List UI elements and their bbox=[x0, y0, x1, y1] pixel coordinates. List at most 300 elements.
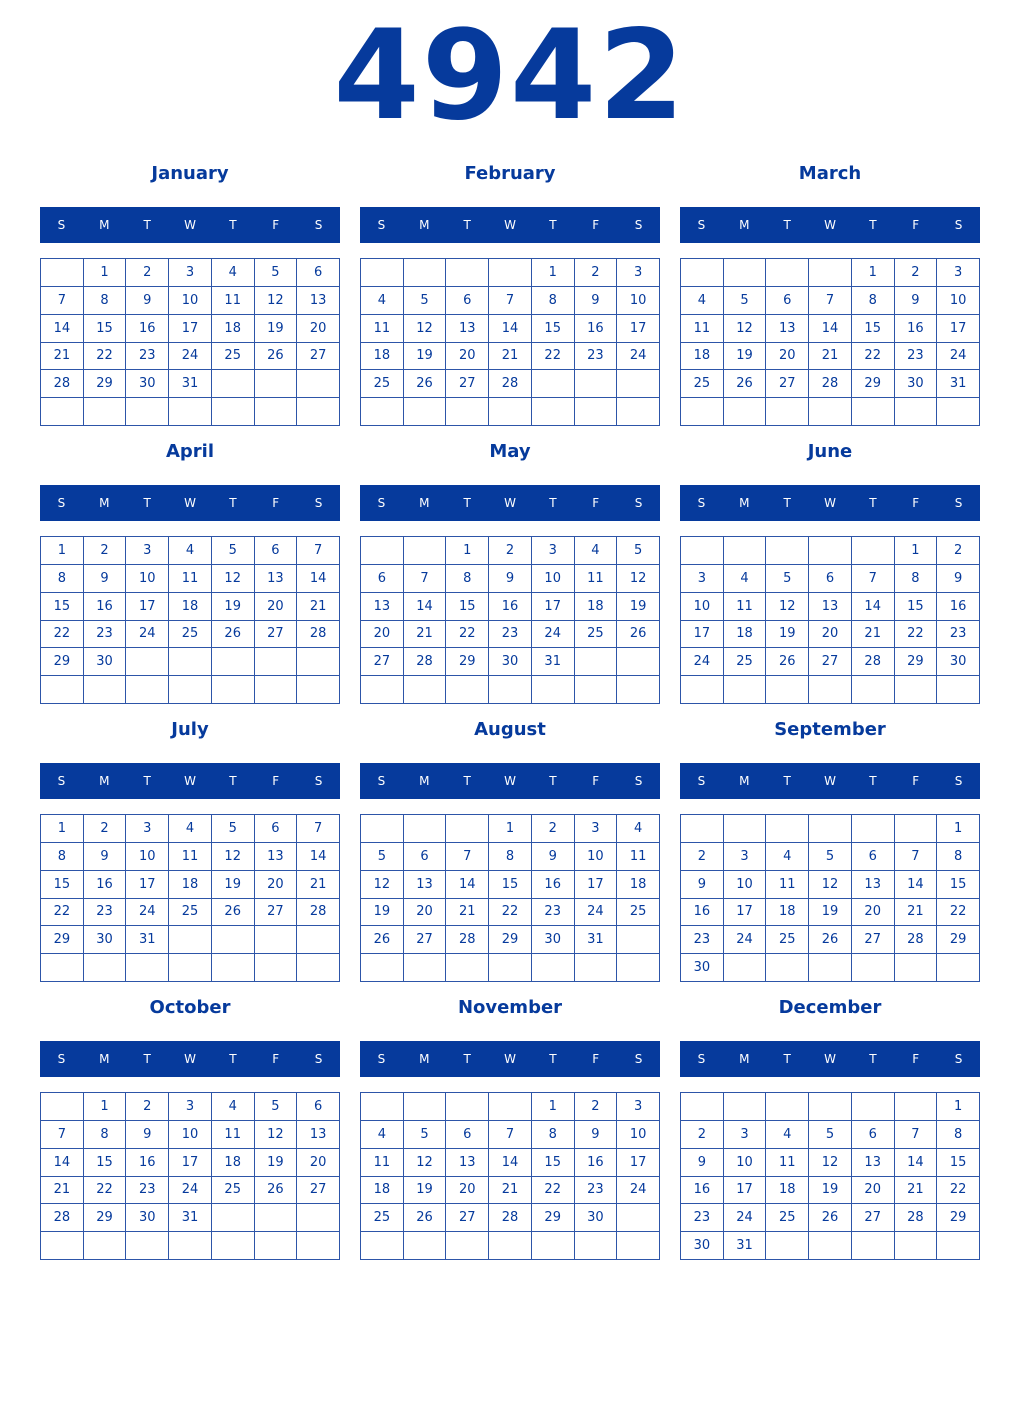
weekday-label: F bbox=[272, 1052, 280, 1066]
day-cell: 19 bbox=[212, 871, 255, 899]
weekday-label: S bbox=[697, 496, 706, 510]
day-cell: 6 bbox=[446, 1121, 489, 1149]
day-cell bbox=[724, 954, 767, 982]
day-cell bbox=[766, 1232, 809, 1260]
weekday-label: S bbox=[57, 774, 66, 788]
day-cell bbox=[809, 537, 852, 565]
day-cell: 29 bbox=[84, 370, 127, 398]
weekday-label: W bbox=[824, 496, 836, 510]
day-cell: 3 bbox=[575, 815, 618, 843]
day-cell bbox=[212, 648, 255, 676]
day-cell: 12 bbox=[809, 1149, 852, 1177]
day-cell: 1 bbox=[84, 259, 127, 287]
weekday-label: W bbox=[184, 774, 196, 788]
day-cell bbox=[489, 676, 532, 704]
weekday-label: S bbox=[634, 218, 643, 232]
day-cell: 18 bbox=[212, 1149, 255, 1177]
day-cell: 30 bbox=[126, 370, 169, 398]
weekday-label: T bbox=[549, 774, 557, 788]
day-cell: 30 bbox=[532, 926, 575, 954]
day-cell bbox=[84, 954, 127, 982]
day-cell: 10 bbox=[617, 287, 660, 315]
day-cell: 10 bbox=[724, 871, 767, 899]
day-grid bbox=[360, 258, 660, 426]
day-cell: 29 bbox=[532, 1204, 575, 1232]
day-cell: 15 bbox=[489, 871, 532, 899]
day-cell bbox=[617, 1204, 660, 1232]
day-cell: 9 bbox=[126, 287, 169, 315]
day-cell bbox=[41, 954, 84, 982]
weekday-header bbox=[40, 485, 340, 521]
day-cell: 1 bbox=[937, 1093, 980, 1121]
day-cell: 17 bbox=[617, 315, 660, 343]
day-cell bbox=[126, 398, 169, 426]
day-cell: 14 bbox=[489, 315, 532, 343]
day-cell: 28 bbox=[489, 370, 532, 398]
day-cell bbox=[766, 815, 809, 843]
day-cell: 3 bbox=[617, 259, 660, 287]
weekday-label: M bbox=[99, 218, 110, 232]
day-cell bbox=[766, 259, 809, 287]
day-cell bbox=[446, 1093, 489, 1121]
day-cell: 7 bbox=[489, 1121, 532, 1149]
day-cell: 17 bbox=[169, 315, 212, 343]
weekday-label: T bbox=[783, 496, 791, 510]
day-cell: 18 bbox=[766, 899, 809, 927]
day-cell bbox=[361, 259, 404, 287]
weekday-label: F bbox=[272, 496, 280, 510]
weekday-label: F bbox=[592, 1052, 600, 1066]
day-cell: 10 bbox=[724, 1149, 767, 1177]
day-cell: 8 bbox=[937, 843, 980, 871]
day-cell bbox=[489, 1232, 532, 1260]
day-cell bbox=[212, 370, 255, 398]
day-cell: 9 bbox=[575, 1121, 618, 1149]
day-cell: 5 bbox=[212, 815, 255, 843]
day-cell: 2 bbox=[937, 537, 980, 565]
day-grid bbox=[40, 1092, 340, 1260]
day-cell: 1 bbox=[84, 1093, 127, 1121]
day-cell bbox=[852, 1093, 895, 1121]
day-cell: 25 bbox=[212, 1177, 255, 1205]
day-cell: 13 bbox=[852, 1149, 895, 1177]
day-cell: 4 bbox=[212, 259, 255, 287]
day-cell bbox=[255, 370, 298, 398]
day-cell: 13 bbox=[297, 1121, 340, 1149]
day-cell: 24 bbox=[126, 621, 169, 649]
day-cell: 13 bbox=[446, 315, 489, 343]
day-cell: 4 bbox=[617, 815, 660, 843]
day-cell: 29 bbox=[937, 1204, 980, 1232]
day-cell: 5 bbox=[617, 537, 660, 565]
day-cell: 10 bbox=[126, 843, 169, 871]
day-cell bbox=[361, 954, 404, 982]
weekday-label: S bbox=[634, 774, 643, 788]
day-cell bbox=[361, 537, 404, 565]
day-cell: 8 bbox=[41, 843, 84, 871]
day-cell: 22 bbox=[532, 343, 575, 371]
day-cell: 7 bbox=[297, 537, 340, 565]
weekday-label: F bbox=[592, 774, 600, 788]
weekday-label: S bbox=[377, 774, 386, 788]
weekday-label: T bbox=[549, 1052, 557, 1066]
day-cell: 25 bbox=[766, 1204, 809, 1232]
day-cell: 14 bbox=[446, 871, 489, 899]
day-cell: 3 bbox=[724, 1121, 767, 1149]
weekday-label: T bbox=[869, 774, 877, 788]
day-cell: 22 bbox=[489, 899, 532, 927]
day-cell: 1 bbox=[852, 259, 895, 287]
day-cell: 6 bbox=[404, 843, 447, 871]
weekday-header bbox=[360, 1041, 660, 1077]
day-cell: 2 bbox=[126, 259, 169, 287]
day-cell: 13 bbox=[766, 315, 809, 343]
day-cell bbox=[361, 398, 404, 426]
day-cell: 24 bbox=[617, 1177, 660, 1205]
day-cell: 25 bbox=[361, 370, 404, 398]
day-cell: 22 bbox=[532, 1177, 575, 1205]
day-cell: 23 bbox=[895, 343, 938, 371]
day-cell bbox=[404, 1093, 447, 1121]
day-cell: 22 bbox=[84, 1177, 127, 1205]
day-cell bbox=[212, 1204, 255, 1232]
day-cell bbox=[126, 1232, 169, 1260]
day-cell: 20 bbox=[446, 1177, 489, 1205]
day-cell: 17 bbox=[617, 1149, 660, 1177]
weekday-label: S bbox=[314, 1052, 323, 1066]
day-cell: 11 bbox=[212, 1121, 255, 1149]
weekday-label: T bbox=[143, 496, 151, 510]
day-cell: 4 bbox=[361, 1121, 404, 1149]
day-cell: 20 bbox=[255, 871, 298, 899]
day-cell: 8 bbox=[84, 287, 127, 315]
day-cell: 5 bbox=[724, 287, 767, 315]
day-cell: 13 bbox=[255, 843, 298, 871]
day-cell bbox=[532, 1232, 575, 1260]
day-cell: 15 bbox=[41, 593, 84, 621]
day-cell: 18 bbox=[361, 343, 404, 371]
month-name: May bbox=[489, 441, 531, 462]
day-cell: 2 bbox=[84, 815, 127, 843]
day-cell: 1 bbox=[446, 537, 489, 565]
day-cell: 30 bbox=[84, 648, 127, 676]
day-cell: 2 bbox=[84, 537, 127, 565]
day-cell: 7 bbox=[809, 287, 852, 315]
day-cell: 26 bbox=[212, 899, 255, 927]
day-cell: 28 bbox=[404, 648, 447, 676]
day-cell: 16 bbox=[84, 593, 127, 621]
day-cell: 1 bbox=[937, 815, 980, 843]
day-cell: 8 bbox=[446, 565, 489, 593]
day-cell: 4 bbox=[681, 287, 724, 315]
day-cell: 20 bbox=[255, 593, 298, 621]
day-cell: 5 bbox=[404, 287, 447, 315]
day-cell bbox=[575, 370, 618, 398]
day-cell: 15 bbox=[895, 593, 938, 621]
day-cell bbox=[852, 1232, 895, 1260]
weekday-label: M bbox=[419, 496, 430, 510]
day-cell: 6 bbox=[766, 287, 809, 315]
day-cell: 23 bbox=[681, 926, 724, 954]
day-cell bbox=[852, 815, 895, 843]
day-cell: 2 bbox=[895, 259, 938, 287]
day-cell: 14 bbox=[41, 1149, 84, 1177]
day-cell: 16 bbox=[532, 871, 575, 899]
day-cell: 29 bbox=[489, 926, 532, 954]
day-cell bbox=[809, 259, 852, 287]
day-cell: 16 bbox=[681, 1177, 724, 1205]
day-cell: 27 bbox=[297, 343, 340, 371]
weekday-label: S bbox=[377, 496, 386, 510]
day-cell bbox=[681, 398, 724, 426]
weekday-label: T bbox=[783, 774, 791, 788]
day-cell: 21 bbox=[41, 1177, 84, 1205]
month-name: October bbox=[149, 997, 231, 1018]
day-cell: 17 bbox=[575, 871, 618, 899]
day-cell: 20 bbox=[404, 899, 447, 927]
day-cell: 5 bbox=[255, 1093, 298, 1121]
day-cell: 8 bbox=[84, 1121, 127, 1149]
weekday-header bbox=[680, 485, 980, 521]
day-cell: 19 bbox=[724, 343, 767, 371]
day-cell bbox=[404, 676, 447, 704]
day-cell: 31 bbox=[169, 1204, 212, 1232]
day-cell bbox=[361, 815, 404, 843]
day-cell: 25 bbox=[681, 370, 724, 398]
day-cell: 18 bbox=[575, 593, 618, 621]
day-cell: 15 bbox=[532, 315, 575, 343]
day-cell: 3 bbox=[169, 1093, 212, 1121]
day-cell: 26 bbox=[212, 621, 255, 649]
day-cell: 31 bbox=[532, 648, 575, 676]
day-cell bbox=[126, 648, 169, 676]
day-cell: 20 bbox=[361, 621, 404, 649]
day-cell bbox=[446, 1232, 489, 1260]
day-cell bbox=[255, 926, 298, 954]
day-cell bbox=[809, 1232, 852, 1260]
day-cell: 9 bbox=[681, 871, 724, 899]
day-cell: 12 bbox=[766, 593, 809, 621]
day-cell: 22 bbox=[937, 1177, 980, 1205]
day-cell: 19 bbox=[255, 1149, 298, 1177]
weekday-label: M bbox=[99, 1052, 110, 1066]
day-cell bbox=[41, 259, 84, 287]
day-cell: 22 bbox=[41, 621, 84, 649]
day-cell: 27 bbox=[255, 899, 298, 927]
day-cell bbox=[724, 815, 767, 843]
day-cell: 24 bbox=[937, 343, 980, 371]
day-cell bbox=[852, 398, 895, 426]
day-cell: 24 bbox=[681, 648, 724, 676]
day-cell bbox=[41, 676, 84, 704]
day-cell: 29 bbox=[41, 926, 84, 954]
day-cell: 24 bbox=[724, 1204, 767, 1232]
day-cell: 25 bbox=[766, 926, 809, 954]
day-cell bbox=[41, 1093, 84, 1121]
day-cell bbox=[404, 1232, 447, 1260]
day-cell bbox=[297, 1204, 340, 1232]
day-cell: 1 bbox=[532, 259, 575, 287]
day-cell: 22 bbox=[852, 343, 895, 371]
weekday-label: F bbox=[272, 218, 280, 232]
day-cell bbox=[724, 259, 767, 287]
weekday-label: S bbox=[314, 496, 323, 510]
day-cell: 20 bbox=[297, 315, 340, 343]
day-cell bbox=[212, 926, 255, 954]
day-cell: 24 bbox=[126, 899, 169, 927]
weekday-label: F bbox=[272, 774, 280, 788]
day-cell: 23 bbox=[84, 621, 127, 649]
day-cell: 19 bbox=[809, 899, 852, 927]
day-cell: 21 bbox=[489, 343, 532, 371]
day-cell bbox=[446, 259, 489, 287]
day-cell: 27 bbox=[404, 926, 447, 954]
day-cell: 27 bbox=[446, 1204, 489, 1232]
day-cell: 31 bbox=[575, 926, 618, 954]
month-name: April bbox=[165, 441, 215, 462]
day-cell bbox=[617, 926, 660, 954]
day-cell: 11 bbox=[361, 315, 404, 343]
day-cell: 7 bbox=[446, 843, 489, 871]
day-cell: 26 bbox=[809, 1204, 852, 1232]
day-cell: 1 bbox=[895, 537, 938, 565]
day-cell: 28 bbox=[41, 1204, 84, 1232]
day-cell: 10 bbox=[575, 843, 618, 871]
day-cell: 29 bbox=[446, 648, 489, 676]
day-cell: 12 bbox=[404, 1149, 447, 1177]
day-cell: 29 bbox=[937, 926, 980, 954]
day-cell: 3 bbox=[126, 537, 169, 565]
weekday-label: W bbox=[184, 496, 196, 510]
day-cell: 23 bbox=[84, 899, 127, 927]
day-cell: 26 bbox=[255, 343, 298, 371]
day-grid bbox=[680, 1092, 980, 1260]
day-cell bbox=[212, 954, 255, 982]
day-cell: 10 bbox=[681, 593, 724, 621]
day-cell: 11 bbox=[681, 315, 724, 343]
weekday-label: T bbox=[463, 218, 471, 232]
day-cell: 13 bbox=[361, 593, 404, 621]
day-cell: 13 bbox=[255, 565, 298, 593]
day-cell: 11 bbox=[212, 287, 255, 315]
weekday-header bbox=[360, 485, 660, 521]
day-cell: 16 bbox=[895, 315, 938, 343]
day-cell bbox=[361, 1093, 404, 1121]
day-cell: 23 bbox=[937, 621, 980, 649]
day-cell: 22 bbox=[446, 621, 489, 649]
day-cell bbox=[255, 398, 298, 426]
day-cell bbox=[575, 398, 618, 426]
day-cell: 27 bbox=[809, 648, 852, 676]
weekday-label: S bbox=[57, 1052, 66, 1066]
day-cell: 17 bbox=[126, 593, 169, 621]
day-cell bbox=[84, 676, 127, 704]
day-cell: 23 bbox=[126, 343, 169, 371]
day-cell: 17 bbox=[532, 593, 575, 621]
day-cell bbox=[766, 537, 809, 565]
day-cell: 30 bbox=[489, 648, 532, 676]
month-name: September bbox=[774, 719, 886, 740]
day-cell bbox=[212, 1232, 255, 1260]
weekday-label: S bbox=[697, 1052, 706, 1066]
day-cell: 14 bbox=[297, 843, 340, 871]
weekday-label: W bbox=[504, 218, 516, 232]
day-cell: 6 bbox=[297, 259, 340, 287]
day-cell: 1 bbox=[489, 815, 532, 843]
day-cell bbox=[724, 676, 767, 704]
day-cell: 15 bbox=[937, 1149, 980, 1177]
day-cell: 10 bbox=[126, 565, 169, 593]
day-cell: 30 bbox=[126, 1204, 169, 1232]
month-name: February bbox=[464, 163, 556, 184]
day-cell: 16 bbox=[937, 593, 980, 621]
day-cell: 1 bbox=[41, 815, 84, 843]
day-cell: 25 bbox=[169, 899, 212, 927]
day-cell: 18 bbox=[766, 1177, 809, 1205]
day-grid bbox=[40, 814, 340, 982]
day-cell bbox=[297, 954, 340, 982]
day-cell bbox=[255, 1204, 298, 1232]
day-cell: 3 bbox=[126, 815, 169, 843]
day-cell: 15 bbox=[852, 315, 895, 343]
day-cell: 14 bbox=[489, 1149, 532, 1177]
day-cell: 6 bbox=[852, 843, 895, 871]
day-cell: 25 bbox=[212, 343, 255, 371]
day-cell: 19 bbox=[617, 593, 660, 621]
day-cell: 3 bbox=[532, 537, 575, 565]
day-cell: 7 bbox=[852, 565, 895, 593]
day-cell: 13 bbox=[297, 287, 340, 315]
month-name: August bbox=[474, 719, 546, 740]
day-cell: 28 bbox=[297, 621, 340, 649]
day-cell: 13 bbox=[446, 1149, 489, 1177]
day-cell: 25 bbox=[361, 1204, 404, 1232]
day-cell: 15 bbox=[532, 1149, 575, 1177]
weekday-label: S bbox=[954, 218, 963, 232]
day-cell bbox=[255, 648, 298, 676]
weekday-label: M bbox=[739, 1052, 750, 1066]
weekday-label: T bbox=[143, 218, 151, 232]
day-cell: 26 bbox=[809, 926, 852, 954]
day-cell bbox=[489, 259, 532, 287]
day-cell: 30 bbox=[937, 648, 980, 676]
weekday-label: S bbox=[377, 218, 386, 232]
day-cell: 28 bbox=[446, 926, 489, 954]
weekday-header bbox=[680, 207, 980, 243]
weekday-label: S bbox=[314, 218, 323, 232]
day-cell bbox=[895, 1232, 938, 1260]
day-cell: 21 bbox=[895, 1177, 938, 1205]
day-cell: 16 bbox=[681, 899, 724, 927]
day-cell: 26 bbox=[617, 621, 660, 649]
day-cell: 6 bbox=[446, 287, 489, 315]
day-cell bbox=[766, 398, 809, 426]
day-cell: 31 bbox=[169, 370, 212, 398]
day-cell: 16 bbox=[126, 315, 169, 343]
weekday-label: S bbox=[697, 774, 706, 788]
day-cell bbox=[255, 954, 298, 982]
day-cell bbox=[255, 676, 298, 704]
weekday-label: M bbox=[739, 496, 750, 510]
weekday-label: S bbox=[314, 774, 323, 788]
day-cell bbox=[297, 398, 340, 426]
day-cell: 8 bbox=[937, 1121, 980, 1149]
day-cell bbox=[809, 676, 852, 704]
day-cell bbox=[852, 676, 895, 704]
day-cell: 31 bbox=[126, 926, 169, 954]
day-cell: 7 bbox=[489, 287, 532, 315]
day-cell: 4 bbox=[766, 1121, 809, 1149]
